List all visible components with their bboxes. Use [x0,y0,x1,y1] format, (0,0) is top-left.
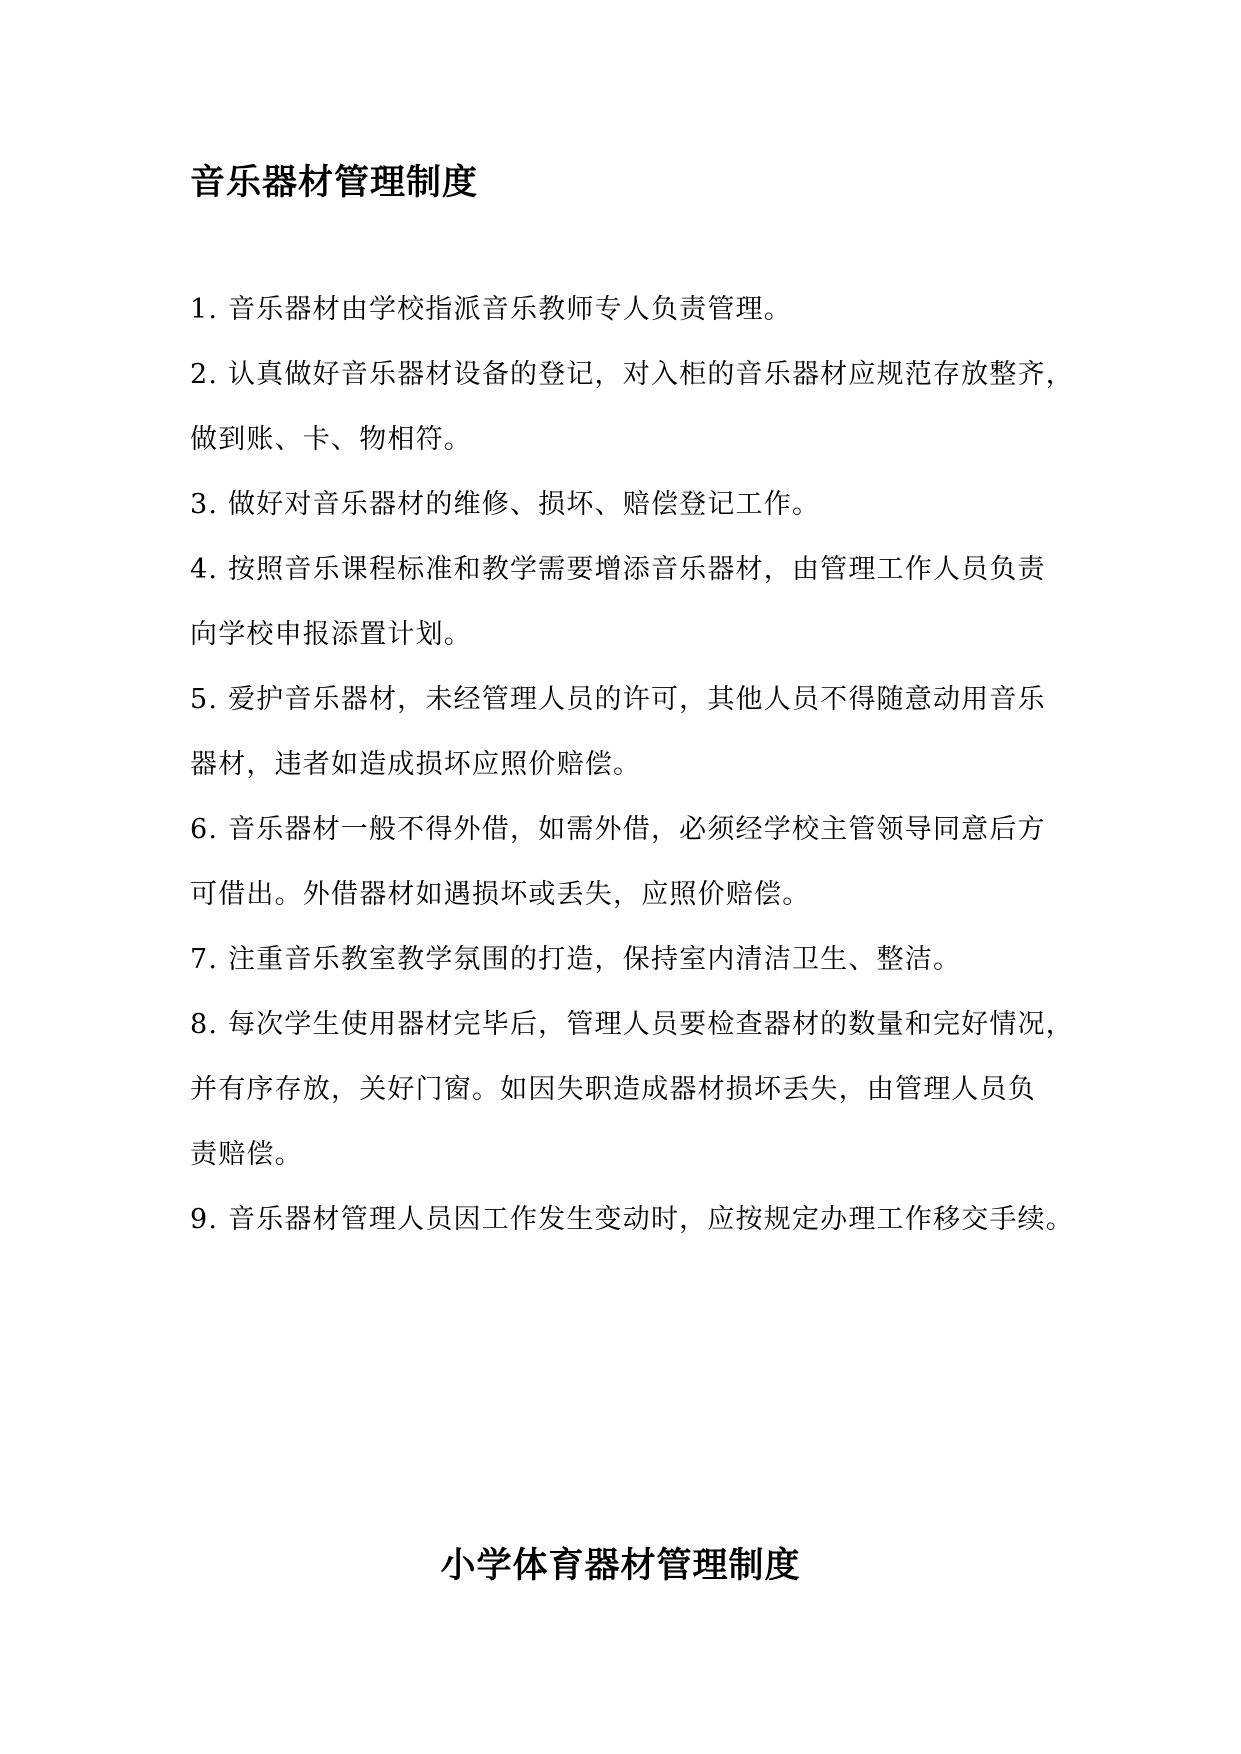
text-line: 器材，违者如造成损坏应照价赔偿。 [190,749,642,780]
text-line: 并有序存放，关好门窗。如因失职造成器材损坏丢失，由管理人员负 [190,1074,1036,1105]
text-line: 5. 爱护音乐器材，未经管理人员的许可，其他人员不得随意动用音乐 [190,684,1046,715]
text-line: 1. 音乐器材由学校指派音乐教师专人负责管理。 [190,294,792,325]
document-body [190,288,1074,1263]
text-line: 4. 按照音乐课程标准和教学需要增添音乐器材，由管理工作人员负责 [190,554,1046,585]
text-line: 3. 做好对音乐器材的维修、损坏、赔偿登记工作。 [190,489,821,520]
text-line: 责赔偿。 [190,1139,303,1170]
next-section-title: 小学体育器材管理制度 [440,1546,801,1586]
text-line: 做到账、卡、物相符。 [190,424,472,455]
text-line: 9. 音乐器材管理人员因工作发生变动时，应按规定办理工作移交手续。 [190,1204,1074,1235]
text-line: 2. 认真做好音乐器材设备的登记，对入柜的音乐器材应规范存放整齐， [190,359,1074,390]
text-line: 8. 每次学生使用器材完毕后，管理人员要检查器材的数量和完好情况， [190,1009,1074,1040]
page-title: 音乐器材管理制度 [190,163,479,203]
text-line: 7. 注重音乐教室教学氛围的打造，保持室内清洁卫生、整洁。 [190,944,962,975]
text-line: 可借出。外借器材如遇损坏或丢失，应照价赔偿。 [190,879,811,910]
text-line: 6. 音乐器材一般不得外借，如需外借，必须经学校主管领导同意后方 [190,814,1046,845]
text-line: 向学校申报添置计划。 [190,619,472,650]
